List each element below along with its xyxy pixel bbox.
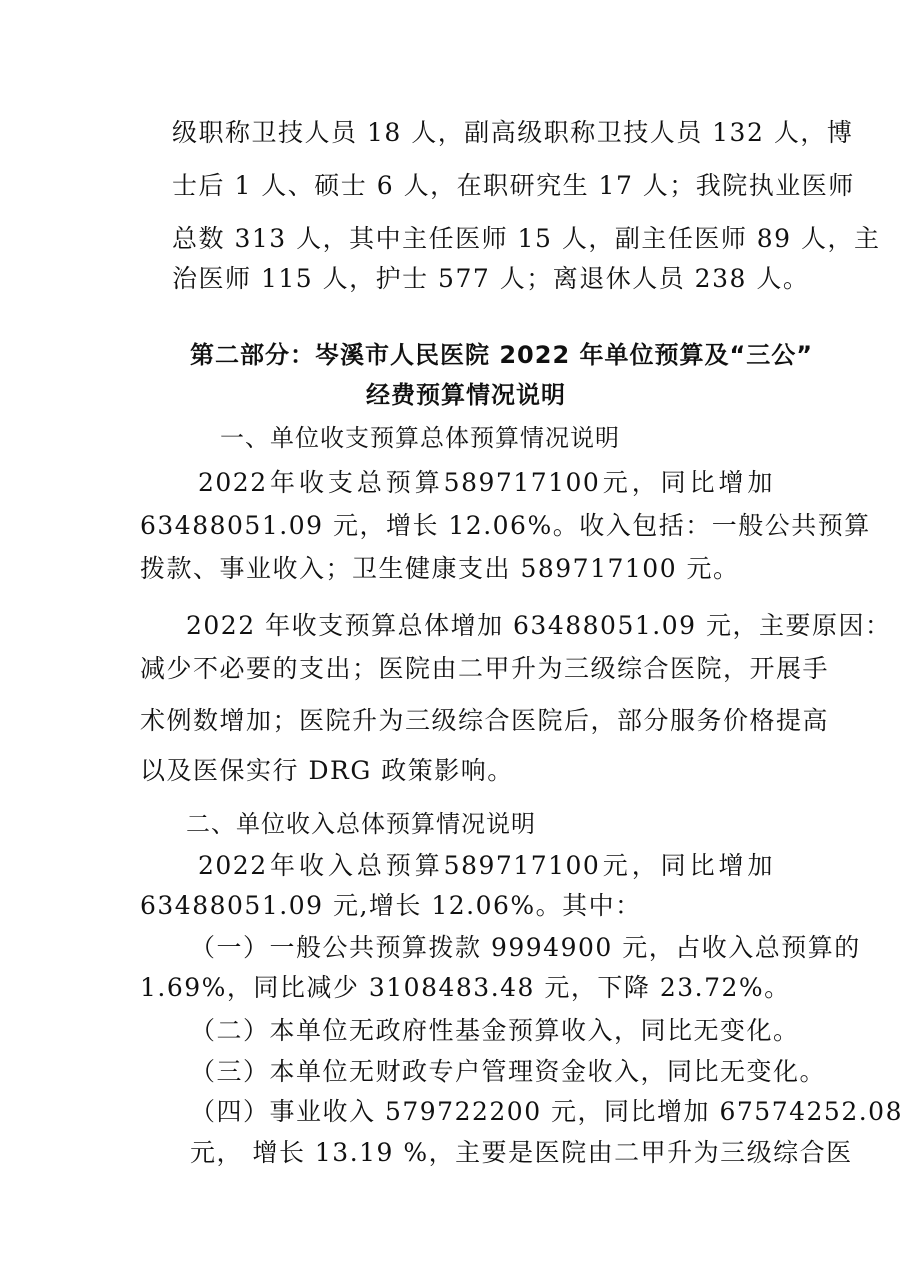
section-one-para1-line-2: 63488051.09 元，增长 12.06%。收入包括：一般公共预算 — [140, 511, 871, 540]
section-one-heading: 一、单位收支预算总体预算情况说明 — [220, 424, 620, 452]
section-one-para2-line-2: 减少不必要的支出；医院由二甲升为三级综合医院，开展手 — [140, 654, 830, 683]
section-one-para2-line-1: 2022 年收支预算总体增加 63488051.09 元，主要原因： — [186, 611, 892, 640]
section-two-item1-line-1: （一）一般公共预算拨款 9994900 元，占收入总预算的 — [190, 933, 861, 962]
word: 算 — [414, 851, 442, 880]
word: 589717100 — [443, 468, 601, 497]
word: 元 — [602, 468, 630, 497]
word: 算 — [414, 468, 442, 497]
intro-line-3: 总数 313 人，其中主任医师 15 人，副主任医师 89 人，主 — [172, 224, 881, 253]
word: 预 — [385, 468, 413, 497]
word: 加 — [747, 468, 774, 497]
word: 元 — [602, 851, 630, 880]
word: 同 — [660, 851, 688, 880]
word: 收 — [298, 851, 326, 880]
word: 加 — [747, 851, 774, 880]
word: 2022 — [198, 851, 268, 880]
intro-line-2: 士后 1 人、硕士 6 人，在职研究生 17 人；我院执业医师 — [172, 171, 855, 200]
word: 支 — [327, 468, 355, 497]
part-two-title-line-2: 经费预算情况说明 — [366, 381, 566, 409]
word: 2022 — [198, 468, 268, 497]
section-two-item1-line-2: 1.69%，同比减少 3108483.48 元，下降 23.72%。 — [140, 973, 791, 1002]
section-two-item4-line-1: （四）事业收入 579722200 元，同比增加 67574252.08 — [190, 1097, 903, 1126]
word: 入 — [327, 851, 355, 880]
word: 年 — [270, 468, 297, 497]
word: 预 — [385, 851, 413, 880]
part-two-title-line-1: 第二部分：岑溪市人民医院 2022 年单位预算及“三公” — [190, 341, 814, 369]
section-one-para1-line-3: 拨款、事业收入；卫生健康支出 589717100 元。 — [140, 554, 740, 583]
word: ， — [631, 468, 659, 497]
section-one-para1-line-1 — [198, 467, 774, 499]
section-two-item2: （二）本单位无政府性基金预算收入，同比无变化。 — [190, 1016, 800, 1045]
word: 总 — [356, 468, 384, 497]
word: ， — [631, 851, 659, 880]
word: 总 — [356, 851, 384, 880]
intro-line-1: 级职称卫技人员 18 人，副高级职称卫技人员 132 人，博 — [172, 118, 854, 147]
word: 比 — [689, 468, 717, 497]
word: 比 — [689, 851, 717, 880]
word: 年 — [270, 851, 297, 880]
section-two-item3: （三）本单位无财政专户管理资金收入，同比无变化。 — [190, 1057, 827, 1086]
word: 同 — [660, 468, 688, 497]
section-two-item4-line-2: 元， 增长 13.19 %，主要是医院由二甲升为三级综合医 — [190, 1138, 853, 1167]
section-two-para1-line-1 — [198, 850, 774, 882]
word: 增 — [718, 851, 746, 880]
word: 增 — [718, 468, 746, 497]
intro-line-4: 治医师 115 人，护士 577 人；离退休人员 238 人。 — [172, 264, 810, 293]
section-two-para1-line-2: 63488051.09 元,增长 12.06%。其中： — [140, 891, 642, 920]
word: 收 — [298, 468, 326, 497]
word: 589717100 — [443, 851, 601, 880]
section-one-para2-line-4: 以及医保实行 DRG 政策影响。 — [140, 756, 514, 785]
section-two-heading: 二、单位收入总体预算情况说明 — [186, 810, 536, 838]
section-one-para2-line-3: 术例数增加；医院升为三级综合医院后，部分服务价格提高 — [140, 706, 830, 735]
